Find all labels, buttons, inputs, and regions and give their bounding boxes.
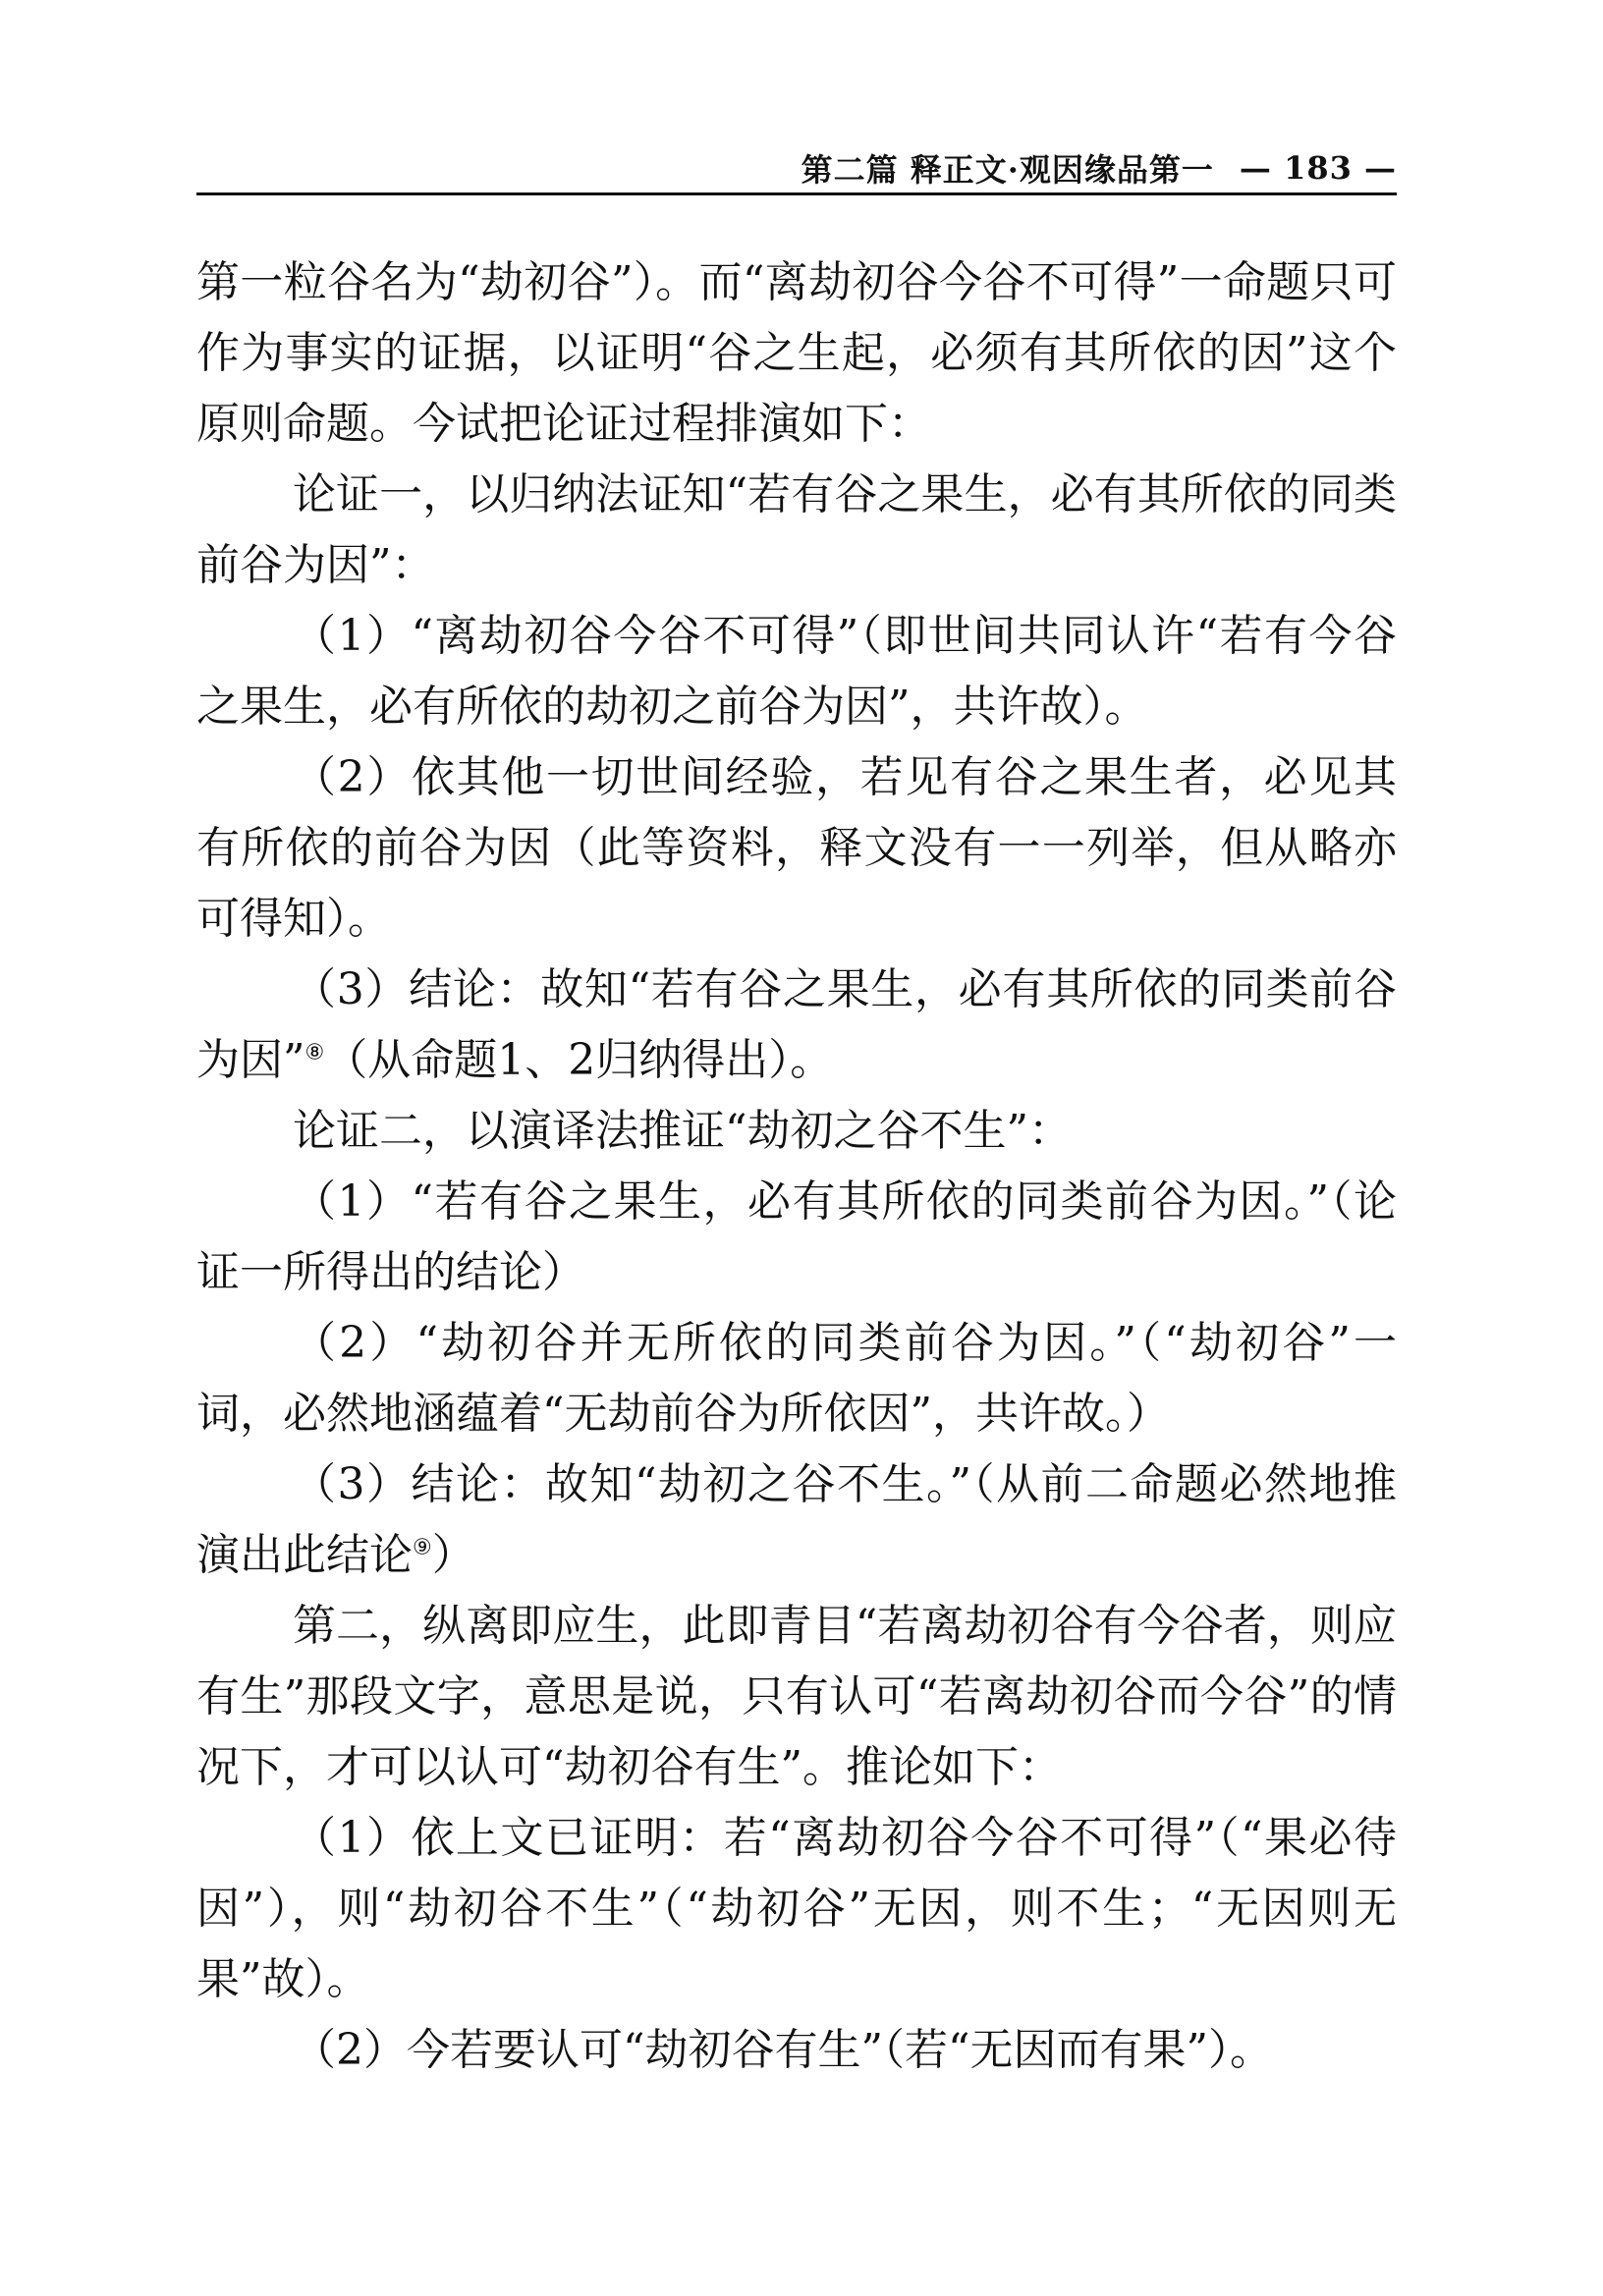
paragraph-9: （3）结论：故知“劫初之谷不生。”（从前二命题必然地推演出此结论⑨） (196, 1459, 1397, 1580)
paragraph-10: 第二，纵离即应生，此即青目“若离劫初谷有今谷者，则应有生”那段文字，意思是说，只有认可“若离劫初谷而今谷”的情况下，才可以认可“劫初谷有生”。推论如下： (196, 1601, 1397, 1792)
footnote-marker[interactable]: ⑨ (413, 1535, 432, 1560)
paragraph-2: 论证一，以归纳法证知“若有谷之果生，必有其所依的同类前谷为因”： (196, 469, 1397, 590)
paragraph-5: （3）结论：故知“若有谷之果生，必有其所依的同类前谷为因”⑧（从命题1、2归纳得出）。 (196, 964, 1397, 1085)
paragraph-6: 论证二，以演译法推证“劫初之谷不生”： (293, 1106, 1072, 1156)
paragraph-3: （1）“离劫初谷今谷不可得”（即世间共同认许“若有今谷之果生，必有所依的劫初之前谷为因”，共许故）。 (196, 611, 1397, 732)
paragraph-8: （2）“劫初谷并无所依的同类前谷为因。”（“劫初谷”一词，必然地涵蕴着“无劫前谷为所依因”，共许故。） (196, 1318, 1397, 1439)
paragraph-11: （1）依上文已证明：若“离劫初谷今谷不可得”（“果必待因”），则“劫初谷不生”（“劫初谷”无因，则不生；“无因则无果”故）。 (196, 1813, 1397, 2004)
paragraph-7: （1）“若有谷之果生，必有其所依的同类前谷为因。”（论证一所得出的结论） (196, 1176, 1397, 1297)
body-text (196, 247, 1397, 2086)
page-number: — 183 — (1239, 149, 1397, 187)
paragraph-4: （2）依其他一切世间经验，若见有谷之果生者，必见其有所依的前谷为因（此等资料，释文没有一一列举，但从略亦可得知）。 (196, 752, 1397, 944)
running-header (196, 147, 1397, 189)
paragraph-12: （2）今若要认可“劫初谷有生”（若“无因而有果”）。 (293, 2025, 1273, 2075)
paragraph-1: 第一粒谷名为“劫初谷”）。而“离劫初谷今谷不可得”一命题只可作为事实的证据，以证明“谷之生起，必须有其所依的因”这个原则命题。今试把论证过程排演如下： (196, 257, 1397, 449)
running-header-title: 第二篇 释正文·观因缘品第一 (801, 151, 1214, 189)
footnote-marker[interactable]: ⑧ (304, 1040, 325, 1066)
header-rule (196, 192, 1397, 195)
